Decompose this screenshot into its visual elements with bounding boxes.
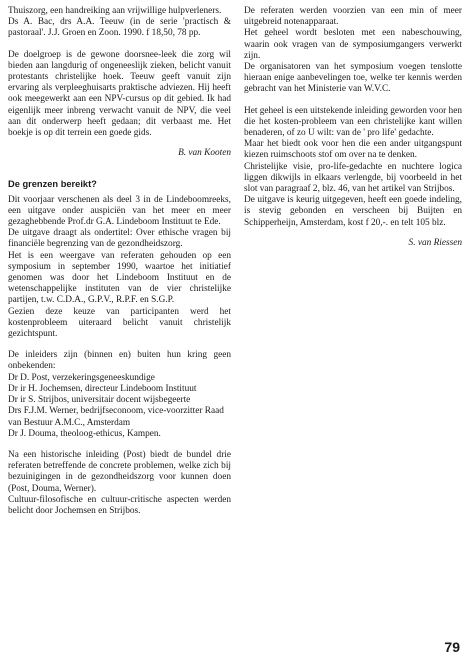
book-details: Ds A. Bac, drs A.A. Teeuw (in de serie 'practisch & pastoraal'. J.J. Groen en Zoon. 1990. f 18,50, 78 pp. [8, 17, 231, 39]
list-item: Drs F.J.M. Werner, bedrijfseconoom, vice-voorzitter Raad van Bestuur A.M.C., Amsterdam [8, 406, 224, 428]
review-paragraph: De uitgave draagt als ondertitel: Over ethische vragen bij financiële begrenzing van de gezondheidszorg. [8, 228, 231, 250]
review-paragraph: De organisatoren van het symposium voegen tenslotte hieraan enige aanbevelingen toe, welke ter kennis werden gebracht van het Ministerie van W.V.C. [244, 62, 462, 95]
list-item: Dr ir H. Jochemsen, directeur Lindeboom Instituut [8, 383, 197, 394]
review-paragraph: Dit voorjaar verschenen als deel 3 in de Lindeboomreeks, een uitgave onder auspiciën van het meer en meer gezaghebbende Prof.dr G.A. Lindeboom Instituut te Ede. [8, 194, 231, 228]
review-paragraph: Het is een weergave van referaten gehouden op een symposium in september 1990, waartoe het initiatief genomen was door het Lindeboom Instituut en de wetenschappelijke instituten van de vier christelijke partijen, t.w. C.D.A., G.P.V., R.P.F. en S.G.P. [8, 250, 231, 306]
review-paragraph: De inleiders zijn (binnen en) buiten hun kring geen onbekenden: [8, 350, 231, 372]
left-column [8, 6, 231, 517]
review-paragraph: De uitgave is keurig uitgegeven, heeft een goede indeling, is stevig gebonden en verscheen bij Buijten en Schipperheijn, Amsterdam, kost f 20,-. en telt 105 blz. [244, 195, 462, 228]
list-item: Dr J. Douma, theoloog-ethicus, Kampen. [8, 428, 161, 439]
review-paragraph: Na een historische inleiding (Post) biedt de bundel drie referaten betreffende de concrete problemen, welke zich bij bezuinigingen in de gezondheidszorg voor kunnen doen (Post, Douma, Werner). [8, 449, 231, 494]
reviewer-signature: B. van Kooten [178, 148, 231, 159]
review-paragraph: Het geheel wordt besloten met een nabeschouwing, waarin ook vragen van de symposiumgangers verwerkt zijn. [244, 28, 462, 61]
section-heading: De grenzen bereikt? [8, 179, 97, 190]
page-number: 79 [444, 638, 460, 655]
speaker-list [8, 373, 231, 440]
review-paragraph: De referaten werden voorzien van een min of meer uitgebreid notenapparaat. [244, 6, 462, 28]
book-title: Thuiszorg, een handreiking aan vrijwillige hulpverleners. [8, 6, 222, 16]
review-paragraph: Christelijke visie, pro-life-gedachte en nuchtere logica liggen dikwijls in elkaars verlengde, bij voorbeeld in het slot van paragraaf 2, blz. 46, van het artikel van Strijbos. [244, 161, 462, 195]
review-paragraph: Gezien deze keuze van participanten werd het kostenprobleem uiteraard belicht vanuit christelijk gezichtspunt. [8, 306, 231, 340]
list-item: Dr D. Post, verzekeringsgeneeskundige [8, 372, 155, 383]
review-paragraph: Cultuur-filosofische en cultuur-critische aspecten werden belicht door Jochemsen en Strijbos. [8, 494, 231, 516]
review-paragraph: Het geheel is een uitstekende inleiding geworden voor hen die het kosten-probleem van een christelijke kant willen benaderen, of zo U wilt: van de ' pro life' gedachte. [244, 105, 462, 139]
reviewer-signature: S. van Riessen [408, 237, 462, 248]
right-column [244, 6, 462, 249]
review-paragraph: Maar het biedt ook voor hen die een ander uitgangspunt kiezen ruimschoots stof om over na te denken. [244, 139, 462, 161]
review-paragraph: De doelgroep is de gewone doorsnee-leek die zorg wil bieden aan langdurig of ongeneeslijk zieken, belicht vanuit protestants christelijke hoek. Teeuw geeft vanuit zijn ervaring als verpleeghuisarts praktische adviezen. Hij heeft ook meegewerkt aan een NPV-cursus op dit gebied. Ik had eigenlijk meer inbreng verwacht vanuit de NPV, die veel aan dit onderwerp heeft gedaan; dit verbaast me. Het boekje is op dit terrein een goede gids. [8, 49, 231, 139]
list-item: Dr ir S. Strijbos, universitair docent wijsbegeerte [8, 395, 191, 406]
